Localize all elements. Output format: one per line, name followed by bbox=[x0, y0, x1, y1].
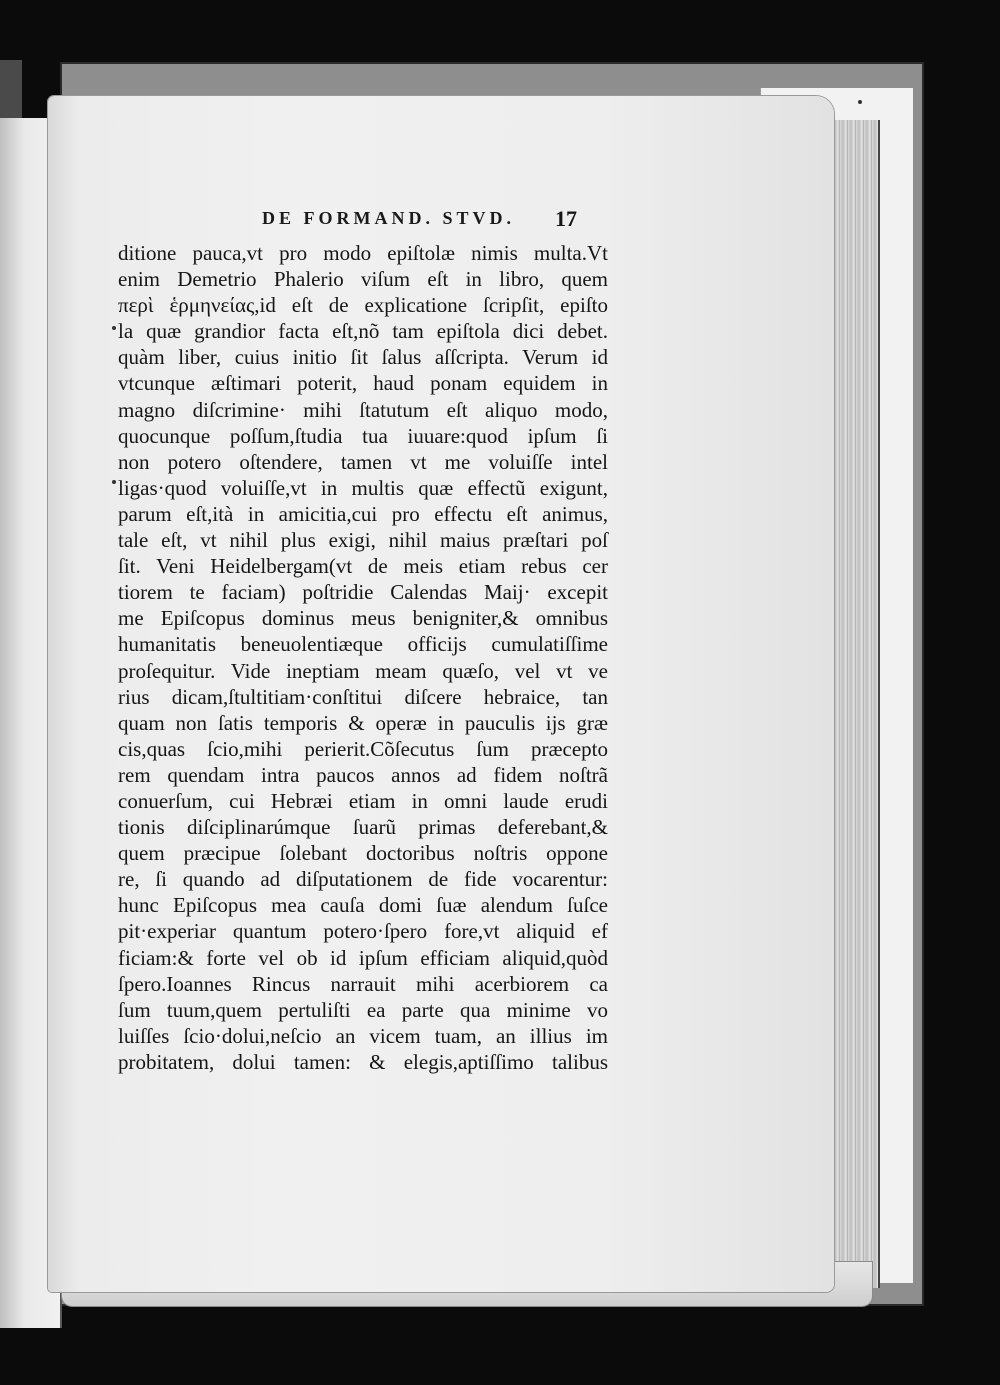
text-line: humanitatis beneuolentiæque officijs cumulatiſſime bbox=[118, 632, 608, 657]
text-line: ſum tuum,quem pertuliſti ea parte qua minime vo bbox=[118, 997, 608, 1022]
text-line: cis,quas ſcio,mihi perierit.Cõſecutus ſum præcepto bbox=[118, 736, 608, 761]
text-line: ſpero.Ioannes Rincus narrauit mihi acerbiorem ca bbox=[118, 971, 608, 996]
text-line: rius dicam,ſtultitiam·conſtitui diſcere hebraice, tan bbox=[118, 684, 608, 709]
text-line: me Epiſcopus dominus meus benigniter,& omnibus bbox=[118, 606, 608, 631]
text-line: ditione pauca,vt pro modo epiſtolæ nimis multa.Vt bbox=[118, 241, 608, 265]
page-number: 17 bbox=[555, 206, 577, 231]
speck-mark bbox=[112, 480, 116, 484]
text-line: quocunque poſſum,ſtudia tua iuuare:quod ipſum ſi bbox=[118, 423, 608, 448]
text-line: proſequitur. Vide ineptiam meam quæſo, vel vt ve bbox=[118, 658, 608, 683]
text-line: quam non ſatis temporis & operæ in pauculis ijs græ bbox=[118, 710, 608, 735]
text-line: ſit. Veni Heidelbergam(vt de meis etiam rebus cer bbox=[118, 554, 608, 579]
speck-mark bbox=[858, 100, 862, 104]
text-line: ficiam:& forte vel ob id ipſum efficiam aliquid,quòd bbox=[118, 945, 608, 970]
running-head: DE FORMAND. STVD. bbox=[262, 208, 516, 228]
text-line: parum eſt,ità in amicitia,cui pro effectu eſt animus, bbox=[118, 501, 608, 526]
speck-mark bbox=[112, 326, 116, 330]
text-line: quem præcipue ſolebant doctoribus noſtris oppone bbox=[118, 841, 608, 866]
text-line: luiſſes ſcio·dolui,neſcio an vicem tuam, an illius im bbox=[118, 1023, 608, 1048]
text-block bbox=[118, 240, 608, 1075]
text-line: vtcunque æſtimari poterit, haud ponam equidem in bbox=[118, 371, 608, 396]
text-line: conuerſum, cui Hebræi etiam in omni laude erudi bbox=[118, 788, 608, 813]
text-line: tionis diſciplinarúmque ſuarũ primas deferebant,& bbox=[118, 815, 608, 840]
text-line: quàm liber, cuius initio ſit ſalus aſſcripta. Verum id bbox=[118, 345, 608, 370]
text-line: tiorem te faciam) poſtridie Calendas Maij· excepit bbox=[118, 580, 608, 605]
text-line: tale eſt, vt nihil plus exigi, nihil maius præſtari poſ bbox=[118, 528, 608, 553]
text-line: la quæ grandior facta eſt,nõ tam epiſtola dici debet. bbox=[118, 319, 608, 344]
text-line: probitatem, dolui tamen: & elegis,aptiſſimo talibus bbox=[118, 1049, 608, 1074]
text-line: pit·experiar quantum potero·ſpero fore,vt aliquid ef bbox=[118, 919, 608, 944]
text-line: re, ſi quando ad diſputationem de fide vocarentur: bbox=[118, 867, 608, 892]
text-line: rem quendam intra paucos annos ad fidem noſtrã bbox=[118, 762, 608, 787]
text-line: hunc Epiſcopus mea cauſa domi ſuæ alendum ſuſce bbox=[118, 893, 608, 918]
text-line: περὶ ἑρμηνείας,id eſt de explicatione ſcripſit, epiſto bbox=[118, 293, 608, 318]
text-line: non potero oſtendere, tamen vt me voluiſſe intel bbox=[118, 449, 608, 474]
text-line: ligas·quod voluiſſe,vt in multis quæ effectũ exigunt, bbox=[118, 475, 608, 500]
text-line: enim Demetrio Phalerio viſum eſt in libro, quem bbox=[118, 267, 608, 292]
text-line: magno diſcrimine· mihi ſtatutum eſt aliquo modo, bbox=[118, 397, 608, 422]
